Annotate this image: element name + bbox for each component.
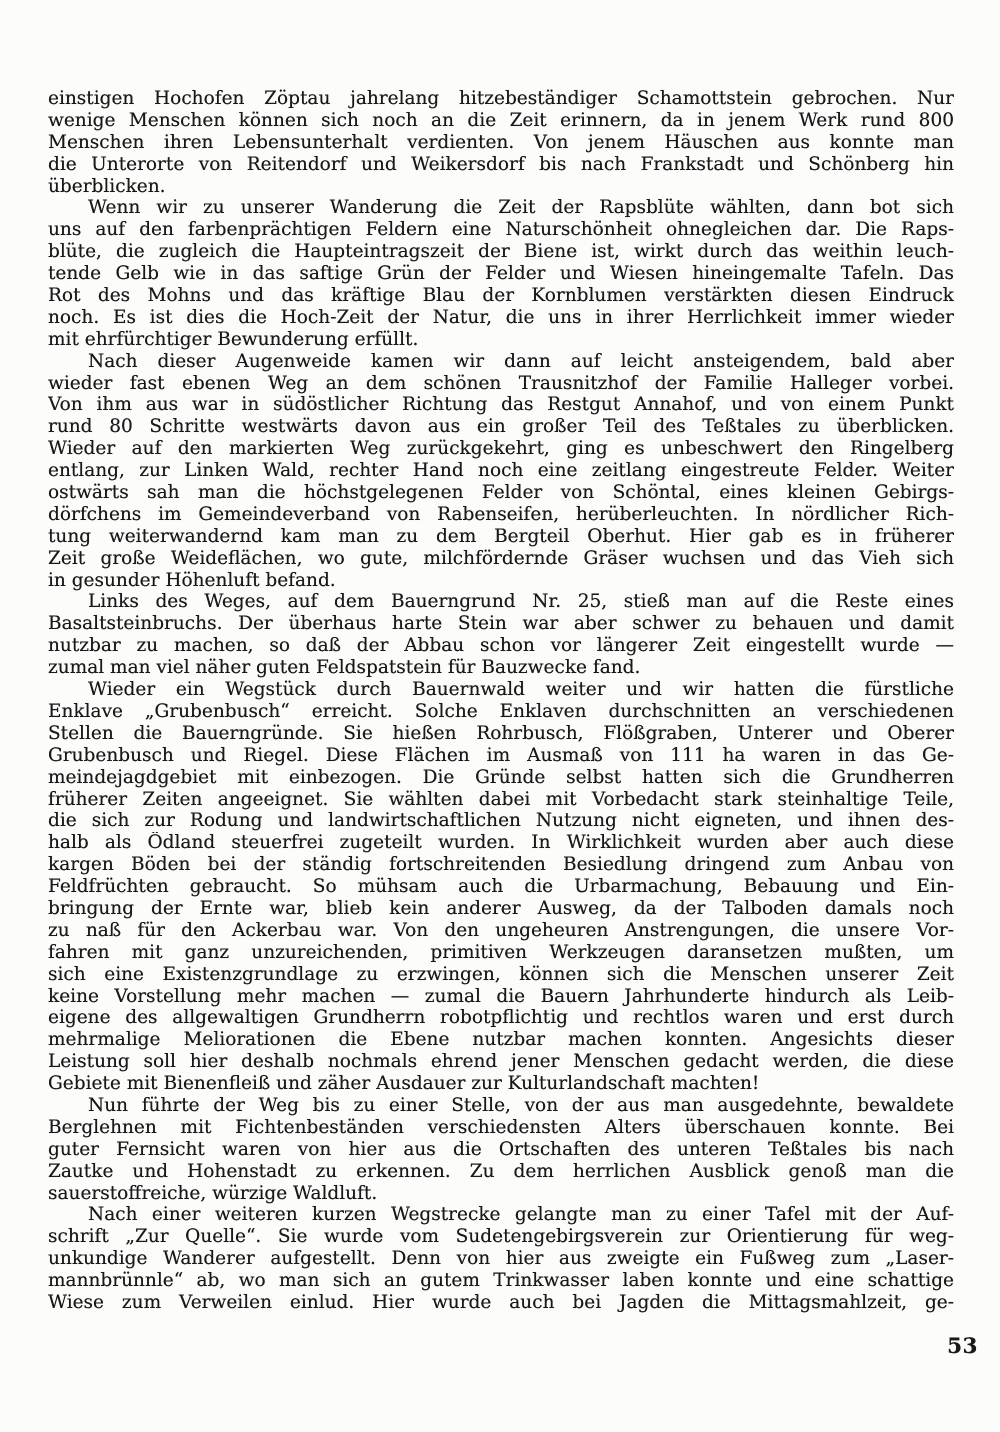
text-line: Wenn wir zu unserer Wanderung die Zeit der Rapsblüte wählten, dann bot sich bbox=[88, 197, 954, 219]
text-line: sich eine Existenzgrundlage zu erzwingen, können sich die Menschen unserer Zeit bbox=[48, 963, 954, 985]
text-line: fahren mit ganz unzureichenden, primitiven Werkzeugen daransetzen mußten, um bbox=[48, 941, 954, 963]
paragraph bbox=[48, 591, 954, 679]
text-line: Stellen die Bauerngründe. Sie hießen Rohrbusch, Flößgraben, Unterer und Oberer bbox=[48, 722, 954, 744]
text-line: Wieder ein Wegstück durch Bauernwald weiter und wir hatten die fürstliche bbox=[88, 679, 954, 701]
text-line: Zautke und Hohenstadt zu erkennen. Zu dem herrlichen Ausblick genoß man die bbox=[48, 1160, 954, 1182]
paragraph bbox=[48, 679, 954, 1095]
text-line: früherer Zeiten angeeignet. Sie wählten dabei mit Vorbedacht stark steinhaltige Teile, bbox=[48, 788, 954, 810]
text-line: zu naß für den Ackerbau war. Von den ungeheuren Anstrengungen, die unsere Vor- bbox=[48, 919, 954, 941]
text-line: bringung der Ernte war, blieb kein anderer Ausweg, da der Talboden damals noch bbox=[48, 897, 954, 919]
text-line: die sich zur Rodung und landwirtschaftlichen Nutzung nicht eigneten, und ihnen des- bbox=[48, 810, 954, 832]
text-line: Rot des Mohns und das kräftige Blau der Kornblumen verstärkten diesen Eindruck bbox=[48, 285, 954, 307]
paragraph bbox=[48, 197, 954, 350]
text-line: halb als Ödland steuerfrei zugeteilt wurden. In Wirklichkeit wurden aber auch diese bbox=[48, 832, 954, 854]
text-line: Feldfrüchten gebraucht. So mühsam auch die Urbarmachung, Bebauung und Ein- bbox=[48, 876, 954, 898]
text-line: dörfchens im Gemeindeverband von Rabenseifen, herüberleuchten. In nördlicher Rich- bbox=[48, 503, 954, 525]
text-line: tung weiterwandernd kam man zu dem Bergteil Oberhut. Hier gab es in früherer bbox=[48, 525, 954, 547]
text-line: Menschen ihren Lebensunterhalt verdienten. Von jenem Häuschen aus konnte man bbox=[48, 131, 954, 153]
text-line: Grubenbusch und Riegel. Diese Flächen im Ausmaß von 111 ha waren in das Ge- bbox=[48, 744, 954, 766]
text-line: Gebiete mit Bienenfleiß und zäher Ausdauer zur Kulturlandschaft machten! bbox=[48, 1073, 760, 1095]
text-line: mehrmalige Meliorationen die Ebene nutzbar machen konnten. Angesichts dieser bbox=[48, 1029, 954, 1051]
text-line: kargen Böden bei der ständig fortschreitenden Besiedlung dringend zum Anbau von bbox=[48, 854, 954, 876]
paragraph bbox=[48, 1204, 954, 1313]
text-line: Wieder auf den markierten Weg zurückgekehrt, ging es unbeschwert den Ringelberg bbox=[48, 438, 954, 460]
text-line: noch. Es ist dies die Hoch-Zeit der Natur, die uns in ihrer Herrlichkeit immer wieder bbox=[48, 306, 954, 328]
text-line: Enklave „Grubenbusch“ erreicht. Solche Enklaven durchschnitten an verschiedenen bbox=[48, 700, 954, 722]
text-line: mit ehrfürchtiger Bewunderung erfüllt. bbox=[48, 328, 419, 350]
text-line: Links des Weges, auf dem Bauerngrund Nr. 25, stieß man auf die Reste eines bbox=[88, 591, 954, 613]
text-line: eigene des allgewaltigen Grundherrn robotpflichtig und rechtlos waren und erst durch bbox=[48, 1007, 954, 1029]
text-line: zumal man viel näher guten Feldspatstein für Bauzwecke fand. bbox=[48, 657, 641, 679]
text-line: einstigen Hochofen Zöptau jahrelang hitzebeständiger Schamottstein gebrochen. Nur bbox=[48, 88, 954, 109]
text-line: wieder fast ebenen Weg an dem schönen Trausnitzhof der Familie Halleger vorbei. bbox=[48, 372, 954, 394]
text-line: rund 80 Schritte westwärts davon aus ein großer Teil des Teßtales zu überblicken. bbox=[48, 416, 954, 438]
text-line: wenige Menschen können sich noch an die Zeit erinnern, da in jenem Werk rund 800 bbox=[48, 109, 954, 131]
paragraph bbox=[48, 88, 954, 197]
text-line: keine Vorstellung mehr machen — zumal die Bauern Jahrhunderte hindurch als Leib- bbox=[48, 985, 954, 1007]
text-line: mannbrünnle“ ab, wo man sich an gutem Trinkwasser laben konnte und eine schattige bbox=[48, 1270, 954, 1292]
text-line: meindejagdgebiet mit einbezogen. Die Gründe selbst hatten sich die Grundherren bbox=[48, 766, 954, 788]
text-line: ostwärts sah man die höchstgelegenen Felder von Schöntal, eines kleinen Gebirgs- bbox=[48, 482, 954, 504]
text-line: nutzbar zu machen, so daß der Abbau schon vor längerer Zeit eingestellt wurde — bbox=[48, 635, 954, 657]
text-line: sauerstoffreiche, würzige Waldluft. bbox=[48, 1182, 378, 1204]
text-line: Von ihm aus war in südöstlicher Richtung das Restgut Annahof, und von einem Punkt bbox=[48, 394, 954, 416]
text-line: tende Gelb wie in das saftige Grün der Felder und Wiesen hineingemalte Tafeln. Das bbox=[48, 263, 954, 285]
text-line: Berglehnen mit Fichtenbeständen verschiedensten Alters überschauen konnte. Bei bbox=[48, 1116, 954, 1138]
text-line: Nach dieser Augenweide kamen wir dann auf leicht ansteigendem, bald aber bbox=[88, 350, 954, 372]
text-line: uns auf den farbenprächtigen Feldern eine Naturschönheit ohnegleichen dar. Die Raps- bbox=[48, 219, 954, 241]
text-line: Nach einer weiteren kurzen Wegstrecke gelangte man zu einer Tafel mit der Auf- bbox=[88, 1204, 954, 1226]
text-line: unkundige Wanderer aufgestellt. Denn von hier aus zweigte ein Fußweg zum „Laser- bbox=[48, 1248, 954, 1270]
text-line: in gesunder Höhenluft befand. bbox=[48, 569, 336, 591]
text-line: entlang, zur Linken Wald, rechter Hand noch eine zeitlang eingestreute Felder. Weiter bbox=[48, 460, 954, 482]
text-line: Wiese zum Verweilen einlud. Hier wurde auch bei Jagden die Mittagsmahlzeit, ge- bbox=[48, 1291, 954, 1313]
paragraph bbox=[48, 351, 954, 592]
text-line: schrift „Zur Quelle“. Sie wurde vom Sudetengebirgsverein zur Orientierung für weg- bbox=[48, 1226, 954, 1248]
page-number: 53 bbox=[947, 1334, 978, 1359]
text-line: Zeit große Weideflächen, wo gute, milchfördernde Gräser wuchsen und das Vieh sich bbox=[48, 547, 954, 569]
text-line: guter Fernsicht waren von hier aus die Ortschaften des unteren Teßtales bis nach bbox=[48, 1138, 954, 1160]
text-line: überblicken. bbox=[48, 175, 166, 197]
text-block bbox=[48, 88, 954, 1314]
paragraph bbox=[48, 1095, 954, 1204]
text-line: blüte, die zugleich die Haupteintragszeit der Biene ist, wirkt durch das weithin leuch- bbox=[48, 241, 954, 263]
text-line: die Unterorte von Reitendorf und Weikersdorf bis nach Frankstadt und Schönberg hin bbox=[48, 153, 954, 175]
text-line: Basaltsteinbruchs. Der überhaus harte Stein war aber schwer zu behauen und damit bbox=[48, 613, 954, 635]
text-line: Nun führte der Weg bis zu einer Stelle, von der aus man ausgedehnte, bewaldete bbox=[88, 1094, 954, 1116]
text-line: Leistung soll hier deshalb nochmals ehrend jener Menschen gedacht werden, die diese bbox=[48, 1051, 954, 1073]
